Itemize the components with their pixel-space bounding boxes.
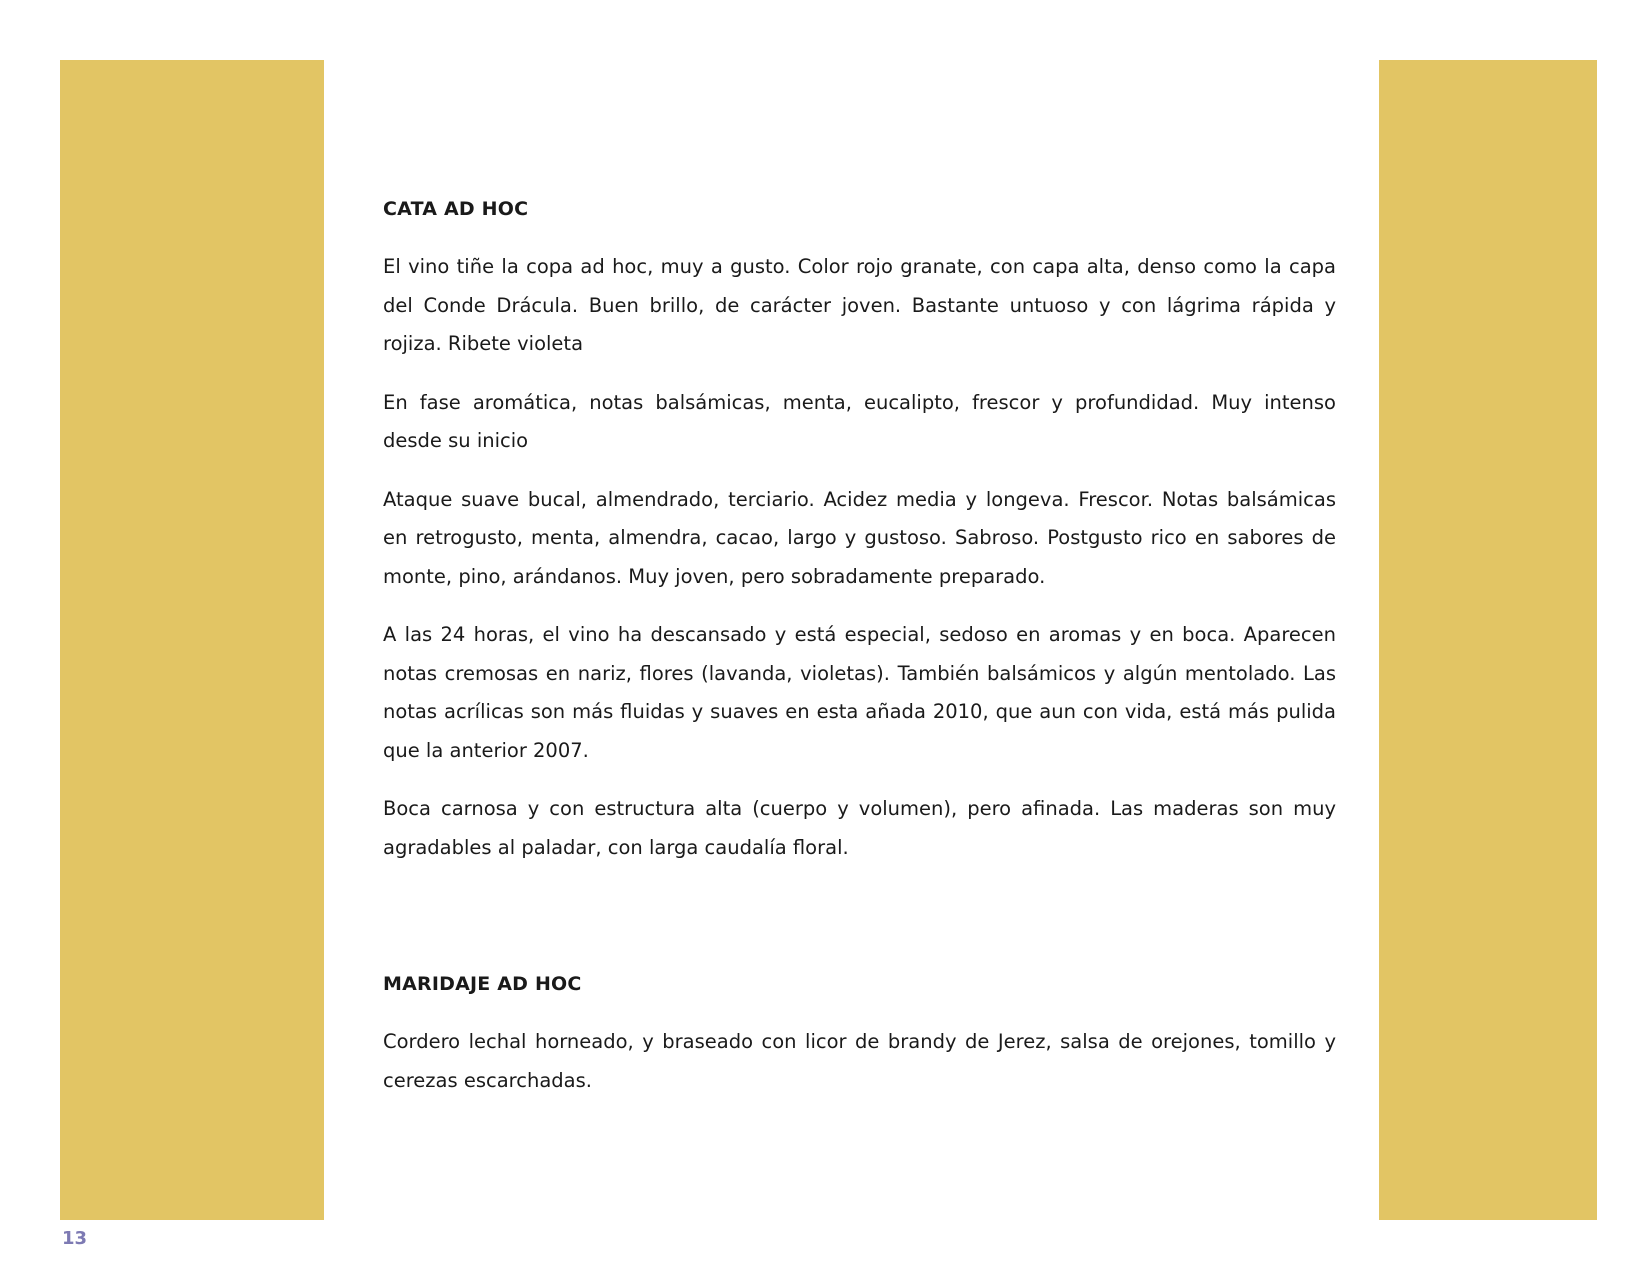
left-decorative-band [60, 60, 324, 1220]
section-cata [383, 190, 1336, 867]
paragraph-estructura: Boca carnosa y con estructura alta (cuerpo y volumen), pero afinada. Las maderas son muy agradables al paladar, con larga caudalía floral. [383, 797, 1336, 859]
section-maridaje [383, 965, 1336, 1100]
section-heading-cata: CATA AD HOC [383, 198, 529, 220]
paragraph-aroma: En fase aromática, notas balsámicas, menta, eucalipto, frescor y profundidad. Muy intenso desde su inicio [383, 390, 1336, 452]
right-decorative-band [1379, 60, 1597, 1220]
paragraph-boca: Ataque suave bucal, almendrado, terciario. Acidez media y longeva. Frescor. Notas balsámicas en retrogusto, menta, almendra, cacao, largo y gustoso. Sabroso. Postgusto rico en sabores de monte, pino, arándanos. Muy joven, pero sobradamente preparado. [383, 487, 1336, 588]
section-heading-maridaje: MARIDAJE AD HOC [383, 973, 582, 995]
page-number: 13 [62, 1228, 88, 1249]
paragraph-maridaje: Cordero lechal horneado, y braseado con licor de brandy de Jerez, salsa de orejones, tomillo y cerezas escarchadas. [383, 1030, 1336, 1092]
paragraph-color: El vino tiñe la copa ad hoc, muy a gusto. Color rojo granate, con capa alta, denso como la capa del Conde Drácula. Buen brillo, de carácter joven. Bastante untuoso y con lágrima rápida y rojiza. Ribete violeta [383, 255, 1336, 355]
page-content [383, 190, 1336, 1120]
paragraph-24-horas: A las 24 horas, el vino ha descansado y está especial, sedoso en aromas y en boca. Aparecen notas cremosas en nariz, flores (lavanda, violetas). También balsámicos y algún mentolado. Las notas acrílicas son más fluidas y suaves en esta añada 2010, que aun con vida, está más pulida que la anterior 2007. [383, 623, 1336, 762]
section-spacer [383, 887, 1336, 965]
